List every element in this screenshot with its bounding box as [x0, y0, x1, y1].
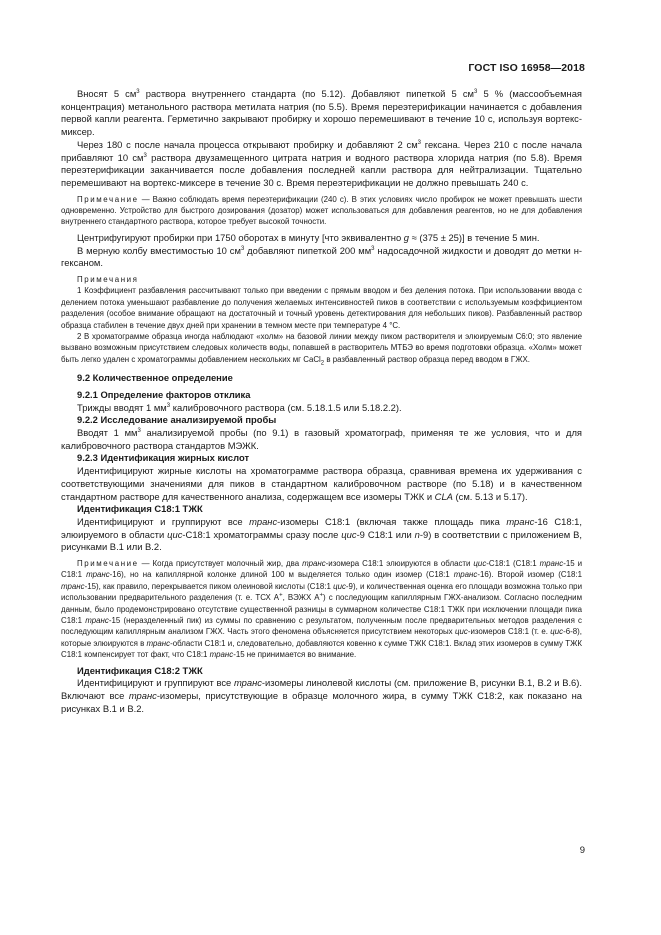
- paragraph-volumetric-flask: В мерную колбу вместимостью 10 $см^3$ добавляют пипеткой 200 $мм^3$ надосадочной жидкости и доводят до метки н-гексаном.: [61, 244, 582, 269]
- section-9-2-title: 9.2 Количественное определение: [77, 372, 233, 384]
- page-number: 9: [579, 845, 585, 856]
- section-9-2-1-title: 9.2.1 Определение факторов отклика: [77, 388, 251, 400]
- note-transesterification: Примечание — Важно соблюдать время переэтерификации (240 с). В этих условиях число пробирок не может превышать шести одновременно. Устройство для быстрого дозирования (дозатор) может использоваться для добавления реагентов, но не для добавления внутреннего стандартного раствора, которое требует высокой точности.: [61, 194, 582, 227]
- note-dilution: 1 Коэффициент разбавления рассчитывают только при введении с прямым вводом и без деления потока. При использовании ввода с делением потока уменьшают разбавление до получения желаемых интенсивностей пиков в соответствии с используемым коэффициентом разделения (особое внимание обращают на достаточный и точный уровень детектирования для небольших пиков). Разбавленный раствор образца стабилен в течение двух дней при хранении в темном месте при температуре 4 °С.: [61, 286, 582, 330]
- paragraph-internal-standard: Вносят 5 $см^3$ раствора внутреннего стандарта (по 5.12). Добавляют пипеткой 5 $см^3$ 5 % (массообъемная концентрация) метанольного раствора метилата натрия (по 5.5). Время переэтерификации начинается с добавления первой капли реагента. Герметично закрывают пробирку и хорошо перемешивают в течение 10 с, используя вортекс-миксер.: [61, 88, 582, 138]
- c18-2-title: Идентификация С18:2 ТЖК: [77, 664, 203, 676]
- c18-1-text: Идентифицируют и группируют все транс-изомеры С18:1 (включая также площадь пика транс-16 С18:1, элюируемого в области цис-С18:1 хроматограммы сразу после цис-9 С18:1 или n-9) в соответствии с приложением В, рисунками В.1 или В.2.: [61, 515, 582, 553]
- note-hill: 2 В хроматограмме образца иногда наблюдают «холм» на базовой линии между пиком растворителя и элюируемым С6:0; это явление вызвано возможным присутствием следовых количеств воды, попавшей в растворитель МТБЭ во время подготовки образца. «Холм» может быть легко удален с хроматограммы добавлением нескольких мг CaCl$_2$ в разбавленный раствор образца перед вводом в ГЖХ.: [61, 331, 582, 367]
- section-9-2-1-text: Трижды вводят 1 $мм^3$ калибровочного раствора (см. 5.18.1.5 или 5.18.2.2).: [77, 401, 402, 413]
- notes-heading: Примечания: [77, 274, 139, 284]
- c18-1-title: Идентификация С18:1 ТЖК: [77, 503, 203, 515]
- paragraph-centrifuge: Центрифугируют пробирки при 1750 оборотах в минуту [что эквивалентно g ≈ (375 ± 25)] в течение 5 мин.: [77, 231, 540, 243]
- paragraph-hexane: Через 180 с после начала процесса открывают пробирку и добавляют 2 $см^3$ гексана. Через 210 с после начала прибавляют 10 $см^3$ раствора двузамещенного цитрата натрия и водного раствора хлорида натрия (по 5.8). Время переэтерификации заканчивается после добавления последней капли раствора для нейтрализации. Тщательно перемешивают на вортекс-миксере в течение 30 с. Время переэтерификации не должно превышать 240 с.: [61, 138, 582, 188]
- note-milk-fat: Примечание — Когда присутствует молочный жир, два транс-изомера С18:1 элюируются в области цис-С18:1 (С18:1 транс-15 и С18:1 транс-16), но на капиллярной колонке длиной 100 м выделяется только один изомер (С18:1 транс-16). Второй изомер (С18:1 транс-15), как правило, перекрывается пиком олеиновой кислоты (С18:1 цис-9), и количественная оценка его площади возможна только при использовании предварительного разделения (т. е. ТСХ А+, ВЭЖХ А+) с последующим капиллярным ГЖХ-анализом. Согласно последним данным, было продемонстрировано отсутствие существенной разницы в суммарном количестве С18:1 ТЖК при исключении площади пика С18:1 транс-15 (неразделенный пик) из суммы по сравнению с результатом, полученным после предварительных методов разделения с последующим капиллярным анализом ГЖХ. Часть этого феномена объясняется присутствием некоторых цис-изомеров С18:1 (т. е. цис-6-8), которые элюируются в транс-области С18:1 и, следовательно, добавляются ковенно к сумме ТЖК С18:1. Вклад этих изомеров в сумму ТЖК С18:1 компенсирует тот факт, что С18:1 транс-15 не принимается во внимание.: [61, 559, 582, 660]
- c18-2-text: Идентифицируют и группируют все транс-изомеры линолевой кислоты (см. приложение В, рисунки В.1, В.2 и В.6). Включают все транс-изомеры, присутствующие в образце молочного жира, в сумму ТЖК С18:2, как показано на рисунках В.1 и В.2.: [61, 677, 582, 714]
- section-9-2-2-text: Вводят 1 $мм^3$ анализируемой пробы (по 9.1) в газовый хроматограф, применяя те же условия, что и для калибровочного раствора стандартов МЭЖК.: [61, 427, 582, 451]
- section-9-2-3-text: Идентифицируют жирные кислоты на хроматограмме раствора образца, сравнивая времена их удерживания с соответствующими значениями для пиков в стандартном калибровочном растворе (по 5.18) и в качественном стандартном растворе для качественного анализа, содержащем все изомеры ТЖК и CLA (см. 5.13 и 5.17).: [61, 465, 582, 502]
- page-content: [61, 88, 582, 716]
- section-9-2-3-title: 9.2.3 Идентификация жирных кислот: [77, 452, 250, 464]
- section-9-2-2-title: 9.2.2 Исследование анализируемой пробы: [77, 414, 277, 426]
- standard-header: ГОСТ ISO 16958—2018: [468, 62, 585, 74]
